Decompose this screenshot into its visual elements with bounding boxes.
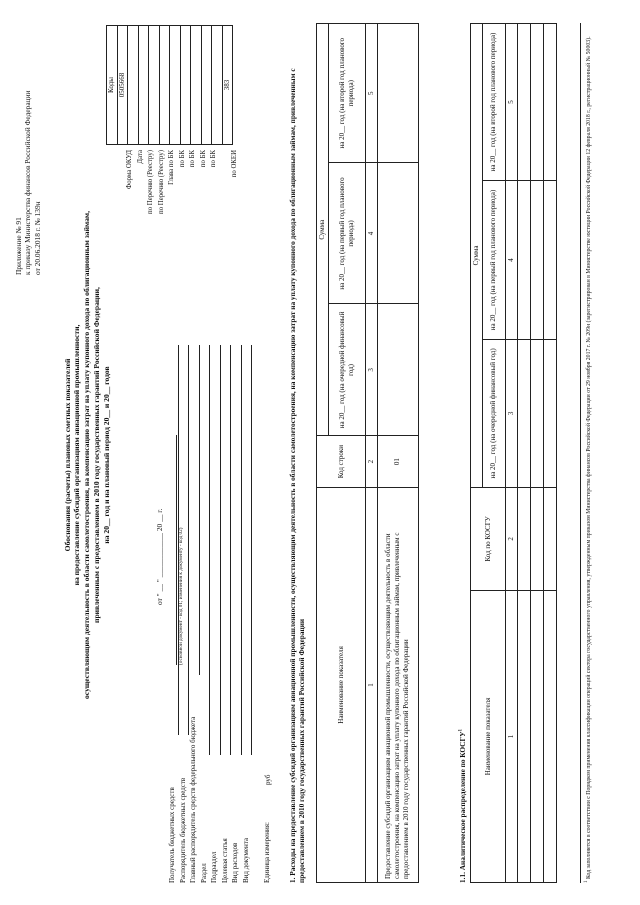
codes-label: по ОКЕИ — [231, 150, 238, 178]
unit-value: руб — [264, 774, 272, 785]
code-cell[interactable] — [212, 26, 223, 145]
code-cell[interactable] — [191, 26, 202, 145]
codes-label — [221, 150, 232, 265]
col-sum-header: Сумма — [317, 24, 329, 436]
sum-cell-year3[interactable] — [377, 24, 418, 163]
codes-labels — [126, 150, 242, 265]
sum-cell-year1[interactable] — [377, 304, 418, 436]
col-number: 5 — [505, 24, 517, 181]
field-label: Единица измерения: — [262, 822, 271, 883]
codes-label: по БК — [210, 150, 217, 168]
fill-line[interactable] — [209, 345, 210, 755]
approval-stamp — [14, 15, 42, 275]
title-line: осуществляющим деятельность в области самолетостроения, на компенсацию затрат на уплату купонного дохода по облигационным займам, — [82, 211, 92, 699]
document-title — [62, 95, 112, 815]
row-code: 01 — [377, 436, 418, 488]
col-year1-header: на 20__ год (на очередной финансовый год) — [482, 339, 505, 487]
table-cell[interactable] — [517, 339, 530, 487]
field-row — [231, 663, 242, 883]
col-year3-header: на 20__ год (на второй год планового периода) — [328, 24, 365, 163]
col-number: 2 — [365, 436, 377, 488]
table-cell[interactable] — [530, 339, 543, 487]
col-name-header: Наименование показателя — [471, 590, 506, 882]
fill-line[interactable] — [241, 345, 242, 755]
col-number: 4 — [365, 163, 377, 304]
fill-line[interactable] — [230, 345, 231, 755]
col-year2-header: на 20__ год (на первый год планового периода) — [482, 181, 505, 340]
fill-line[interactable] — [199, 345, 200, 675]
fill-line[interactable] — [188, 345, 189, 735]
codes-label: по БК — [199, 150, 207, 168]
field-label: Получатель бюджетных средств — [168, 787, 176, 883]
code-cell[interactable]: 383 — [222, 26, 233, 145]
col-number: 1 — [365, 487, 377, 882]
col-code-header: Код строки — [317, 436, 366, 488]
title-line: привлеченным с предоставлением в 2010 году государственных гарантий Российской Федерации, — [92, 287, 102, 623]
title-line: на 20__ год и на плановый период 20__ и 20__ годов — [102, 366, 112, 544]
col-kosgu-header: Код по КОСГУ — [471, 487, 506, 590]
code-cell[interactable]: 0505668 — [117, 26, 128, 145]
footnote-marker: 1 — [584, 880, 589, 883]
code-cell[interactable] — [170, 26, 181, 145]
code-cell[interactable] — [149, 26, 160, 145]
col-number: 3 — [365, 304, 377, 436]
codes-table — [106, 25, 233, 145]
date-line: от " __ " ____________ 20 __ г. — [155, 508, 164, 605]
fill-line[interactable] — [220, 345, 221, 755]
code-cell[interactable] — [128, 26, 139, 145]
table-cell[interactable] — [530, 487, 543, 590]
table-cell[interactable] — [543, 339, 556, 487]
field-label: Распорядитель бюджетных средств — [178, 777, 187, 883]
field-label: Вид расходов — [231, 842, 239, 883]
field-row — [189, 663, 200, 883]
table-cell[interactable] — [530, 181, 543, 340]
date-note: (основной документ - код 01; изменения к документу - код 02) — [178, 527, 184, 665]
col-number: 4 — [505, 181, 517, 340]
codes-label: Глава по БК — [168, 150, 175, 185]
table-cell[interactable] — [517, 24, 530, 181]
col-number: 2 — [505, 487, 517, 590]
approval-line: от 20.06.2018 г. № 139н — [32, 201, 42, 275]
field-row — [263, 663, 274, 883]
col-number: 5 — [365, 24, 377, 163]
table-cell[interactable] — [530, 24, 543, 181]
field-row — [252, 663, 263, 883]
title-line: на предоставление субсидий организациям авиационной промышленности, — [72, 324, 82, 586]
code-cell[interactable] — [159, 26, 170, 145]
codes-label: Дата — [136, 150, 144, 164]
col-year1-header: на 20__ год (на очередной финансовый год) — [328, 304, 365, 436]
table-cell[interactable] — [543, 24, 556, 181]
col-year2-header: на 20__ год (на первый год планового периода) — [328, 163, 365, 304]
col-sum-header: Сумма — [471, 24, 483, 488]
table-cell[interactable] — [543, 487, 556, 590]
codes-label: по БК — [189, 150, 196, 168]
codes-label: по Перечню (Реестру) — [157, 150, 165, 214]
field-label: Вид документа — [241, 837, 250, 883]
title-line: Обоснования (расчеты) плановых сметных показателей — [62, 358, 72, 552]
field-label: Раздел — [199, 863, 208, 883]
table-cell[interactable] — [543, 590, 556, 882]
section-1-1-heading — [458, 729, 467, 883]
fill-line[interactable] — [251, 345, 252, 755]
col-number: 3 — [505, 339, 517, 487]
field-row — [168, 663, 179, 883]
section-1-1-heading-text: 1.1. Аналитическое распределение по КОСГУ — [458, 731, 467, 883]
section-1-1-table — [470, 23, 557, 883]
field-row — [210, 663, 221, 883]
footnote-text: Код заполняется в соответствии с Порядком применения классификации операций сектора государственного управления, утвержденным приказом Министерства финансов Российской Федерации от 29 ноября 2017 г. № 209н (зарегистрирован в Министерстве юстиции Российской Федерации 12 февраля 2018 г., регистрационный № 50003). — [585, 36, 592, 880]
sum-cell-year2[interactable] — [377, 163, 418, 304]
codes-label: по БК — [178, 150, 186, 168]
codes-label: Форма ОКУД — [126, 150, 133, 190]
row-description: Предоставление субсидий организациям авиационной промышленности, осуществляющим деятельность в области самолетостроения, на компенсацию затрат на уплату купонного дохода по облигационным займам, привлеченным с предоставлением в 2010 году государственных гарантий Российской Федерации — [377, 487, 418, 882]
field-label: Целевая статья — [220, 838, 229, 883]
table-cell[interactable] — [543, 181, 556, 340]
codes-label: по Перечню (Реестру) — [147, 150, 154, 214]
footnote — [580, 23, 593, 883]
table-cell[interactable] — [517, 487, 530, 590]
date-note-line — [176, 435, 177, 665]
approval-line: к приказу Министерства финансов Российской Федерации — [23, 90, 33, 275]
code-cell[interactable] — [138, 26, 149, 145]
section-1-heading: 1. Расходы на предоставление субсидий организациям авиационной промышленности, осуществляющим деятельность в области самолетостроения, на компенсацию затрат на уплату купонного дохода по облигационным займам, привлеченным с предоставлением в 2010 году государственных гарантий Российской Федерации — [288, 68, 307, 883]
fill-line[interactable] — [178, 345, 179, 735]
table-cell[interactable] — [517, 590, 530, 882]
col-year3-header: на 20__ год (на второй год планового периода) — [482, 24, 505, 181]
field-label: Главный распорядитель средств федерального бюджета — [189, 716, 197, 883]
col-name-header: Наименование показателя — [317, 487, 366, 882]
code-cell[interactable] — [201, 26, 212, 145]
section-1-table — [316, 23, 419, 883]
table-cell[interactable] — [530, 590, 543, 882]
approval-line: Приложение № 91 — [14, 217, 23, 275]
codes-header: Коды — [107, 26, 118, 145]
col-number: 1 — [505, 590, 517, 882]
table-cell[interactable] — [517, 181, 530, 340]
field-label: Подраздел — [210, 851, 218, 883]
footnote-marker: 1 — [458, 729, 464, 732]
code-cell[interactable] — [180, 26, 191, 145]
